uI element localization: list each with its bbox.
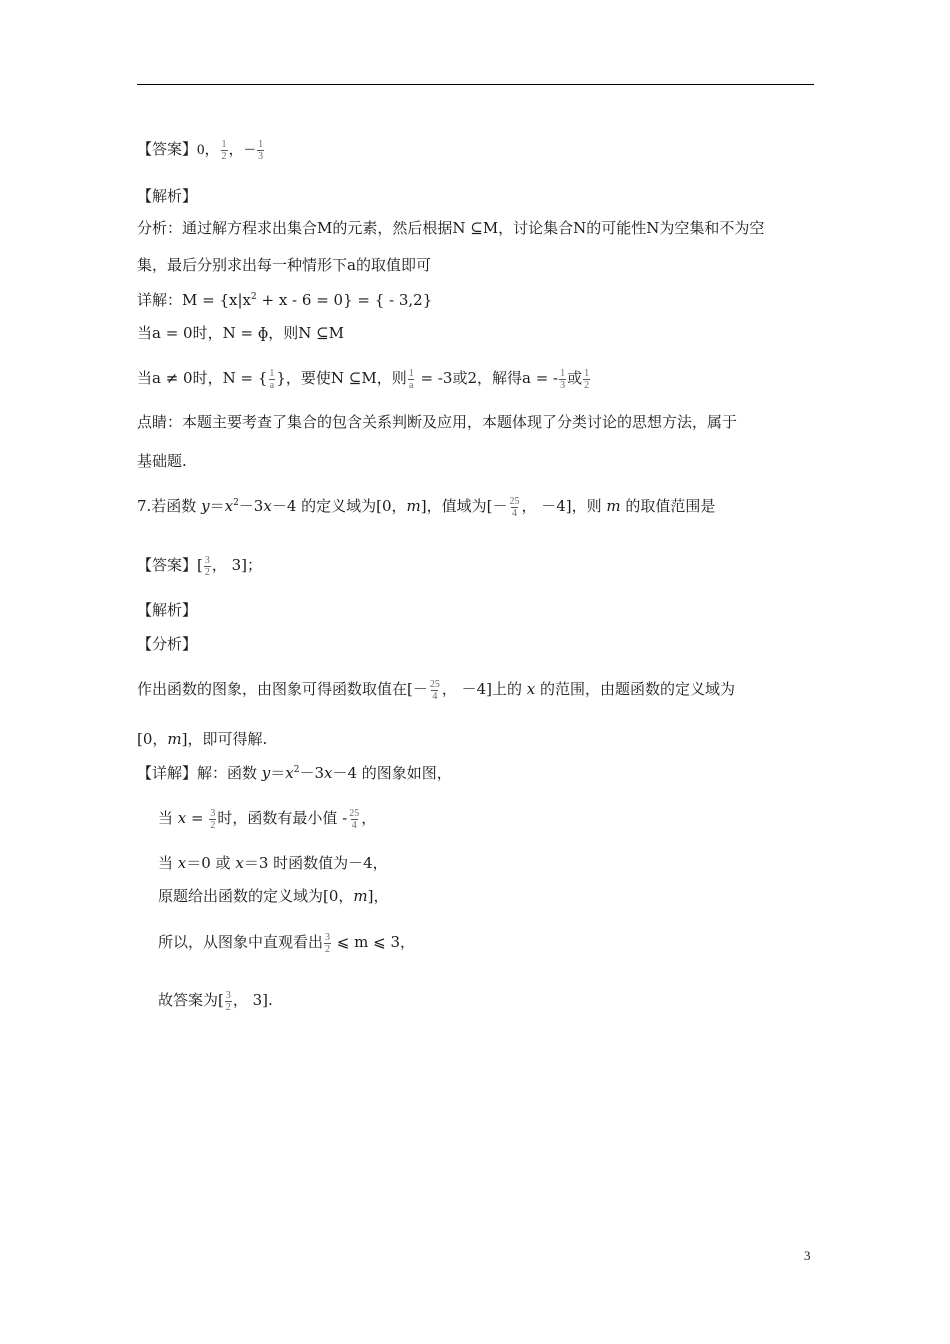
fraction: $\frac{3}{2}$ [210,807,216,831]
q7-question: 7.若函数 $y=x^2-3x-4$ 的定义域为[0，m]，值域为[－ $\frac{25}{4}$ ， －4]，则 m 的取值范围是 [137,495,716,519]
q7-answer-line: 【答案】[ $\frac{3}{2}$ ， 3]； [137,554,263,578]
fraction: $\frac{3}{2}$ [325,931,331,955]
q7-step-5: 故答案为[ $\frac{3}{2}$ ， 3]. [158,989,273,1013]
q6-detail-line-2: 当a = 0时，N = ɸ，则N ⊆M [137,324,345,342]
fraction: $\frac{1}{2}$ [584,367,590,391]
fraction: $\frac{25}{4}$ [429,678,440,702]
fraction: $\frac{1}{3}$ [560,367,566,391]
q7-step-2: 当 x＝0 或 x＝3 时函数值为－4， [158,854,388,872]
q6-analysis-label: 【解析】 [137,187,198,205]
fraction: $\frac{3}{2}$ [225,989,231,1013]
fraction: $\frac{1}{2}$ [221,138,227,162]
header-rule [137,84,814,85]
fraction: $\frac{3}{2}$ [204,554,210,578]
page-number: 3 [804,1248,811,1263]
fraction: $\frac{1}{a}$ [269,367,275,391]
q6-comment-line-2: 基础题. [137,452,187,470]
fraction: $\frac{25}{4}$ [509,495,520,519]
fraction: $\frac{1}{a}$ [408,367,414,391]
fraction: $\frac{25}{4}$ [349,807,360,831]
q7-detail-line: 【详解】解：函数 $y=x^2-3x-4$ 的图象如图， [137,764,452,782]
q7-step-4: 所以，从图象中直观看出 $\frac{3}{2}$ ⩽ m ⩽ 3， [158,931,415,955]
q7-fenxi-label: 【分析】 [137,635,198,653]
q7-step-3: 原题给出函数的定义域为[0，m]， [158,887,389,905]
q7-fenxi-line-2: [0，m]，即可得解. [137,730,268,748]
q6-detail-line-3: 当a ≠ 0时，N = { $\frac{1}{a}$ }，要使N ⊆M，则 $\frac{1}{a}$ = -3或2，解得a = - $\frac{1}{3}$ 或 $\frac{1}{2}$ [137,367,590,391]
q6-analysis-line-1: 分析：通过解方程求出集合M的元素，然后根据N ⊆M，讨论集合N的可能性N为空集和不为空 [137,219,765,237]
q6-analysis-line-2: 集，最后分别求出每一种情形下a的取值即可 [137,256,431,274]
q6-answer-line: 【答案】0， $\frac{1}{2}$ ，− $\frac{1}{3}$ [137,138,264,162]
q6-comment-line-1: 点睛：本题主要考查了集合的包含关系判断及应用，本题体现了分类讨论的思想方法，属于 [137,413,738,431]
q7-step-1: 当 x = $\frac{3}{2}$ 时，函数有最小值 - $\frac{25}{4}$ ， [158,807,377,831]
q7-analysis-label: 【解析】 [137,601,198,619]
fraction: $\frac{1}{3}$ [258,138,264,162]
answer-label: 【答案】 [137,556,198,574]
answer-label: 【答案】 [137,140,198,158]
q6-detail-line-1: 详解：$M = \{x|x^2 + x - 6 = 0\}$ = { - 3,2} [137,291,433,309]
q7-fenxi-line-1: 作出函数的图象，由图象可得函数取值在[－ $\frac{25}{4}$ ， －4]上的 x 的范围，由题函数的定义域为 [137,678,736,702]
